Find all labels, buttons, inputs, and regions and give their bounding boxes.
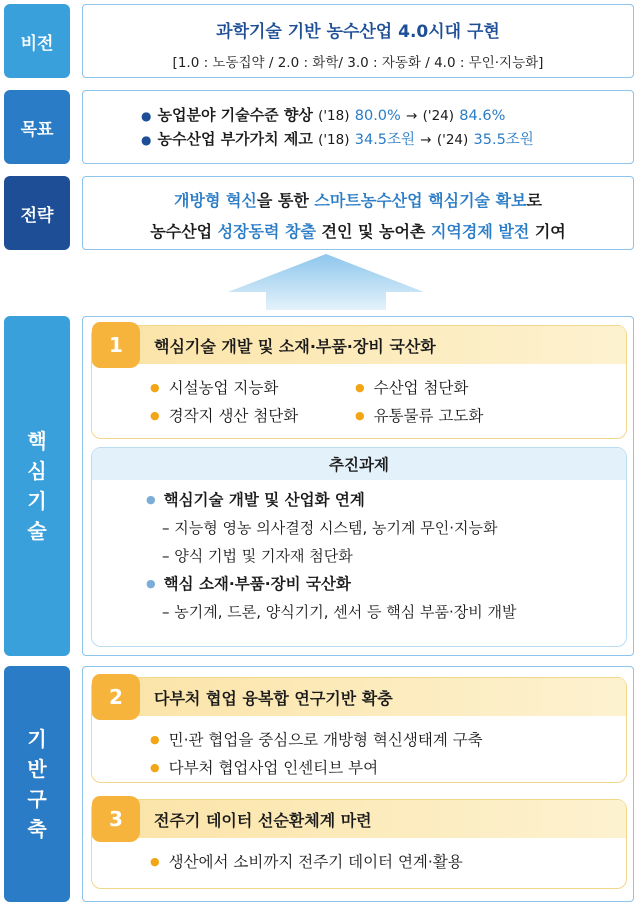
task-subitem: – 양식 기법 및 기자재 첨단화 [162,547,353,565]
vision-subtitle: [1.0 : 노동집약 / 2.0 : 화학/ 3.0 : 자동화 / 4.0 : 무인·지능화] [172,55,544,71]
task-subitem: – 농기계, 드론, 양식기기, 센서 등 핵심 부품·장비 개발 [162,603,517,621]
bullet-icon: ● [150,409,160,422]
core-card-header [92,326,626,364]
bullet-icon: ● [150,381,160,394]
core-items [92,364,626,430]
core-tech-label-text: 핵 심 기 술 [27,429,47,543]
strategy-label [4,176,70,250]
collab-card-header [92,678,626,716]
list-item: ● 시설농업 지능화 [150,379,279,397]
strategy-box [82,176,634,250]
strategy-line-2: 농수산업 성장동력 창출 견인 및 농어촌 지역경제 발전 기여 [150,222,566,241]
foundation-section [82,666,634,902]
card-title: 전주기 데이터 선순환체계 마련 [154,810,372,830]
up-arrow-icon [226,252,426,310]
collab-items [92,716,626,782]
strategy-label-text: 전략 [20,205,54,226]
core-tech-label [4,316,70,656]
number-badge: 2 [92,674,140,720]
tasks-title: 추진과제 [92,448,626,480]
list-item: ● 경작지 생산 첨단화 [150,407,299,425]
data-card-header [92,800,626,838]
bullet-icon: ● [146,493,156,506]
card-title: 핵심기술 개발 및 소재·부품·장비 국산화 [154,336,436,356]
data-items [92,838,626,876]
bullet-icon: ● [146,577,156,590]
vision-label [4,4,70,78]
core-card [91,325,627,439]
core-tech-section [82,316,634,656]
tasks-body [92,480,626,626]
list-item: ● 민·관 협업을 중심으로 개방형 혁신생태계 구축 [150,731,483,749]
vision-box [82,4,634,78]
goal-label-text: 목표 [20,119,54,140]
collab-card [91,677,627,783]
bullet-icon: ● [355,409,365,422]
bullet-icon: ● [150,761,160,774]
bullet-icon: ● [141,133,152,147]
list-item: ● 다부처 협업사업 인센티브 부여 [150,759,379,777]
bullet-icon: ● [150,855,160,868]
number-badge: 1 [92,322,140,368]
goal-box [82,90,634,164]
bullet-icon: ● [141,109,152,123]
task-item: ● 핵심 소재·부품·장비 국산화 [146,575,351,593]
arrow-icon: → [406,108,418,124]
task-item: ● 핵심기술 개발 및 산업화 연계 [146,491,365,509]
tasks-card [91,447,627,647]
list-item: ● 생산에서 소비까지 전주기 데이터 연계·활용 [150,853,463,871]
bullet-icon: ● [355,381,365,394]
goal-item: ● 농수산업 부가가치 제고 ('18) 34.5조원 → ('24) 35.5조원 [141,130,534,148]
list-item: ● 수산업 첨단화 [355,379,469,397]
list-item: ● 유통물류 고도화 [355,407,484,425]
number-badge: 3 [92,796,140,842]
foundation-label-text: 기 반 구 축 [27,727,47,841]
foundation-label [4,666,70,902]
strategy-line-1: 개방형 혁신을 통한 스마트농수산업 핵심기술 확보로 [174,191,542,210]
goal-label [4,90,70,164]
goal-item: ● 농업분야 기술수준 향상 ('18) 80.0% → ('24) 84.6% [141,106,506,124]
data-card [91,799,627,889]
card-title: 다부처 협업 융복합 연구기반 확충 [154,688,393,708]
bullet-icon: ● [150,733,160,746]
vision-title: 과학기술 기반 농수산업 4.0시대 구현 [216,22,500,42]
task-subitem: – 지능형 영농 의사결정 시스템, 농기계 무인·지능화 [162,519,498,537]
vision-label-text: 비전 [20,33,54,54]
arrow-icon: → [420,132,432,148]
